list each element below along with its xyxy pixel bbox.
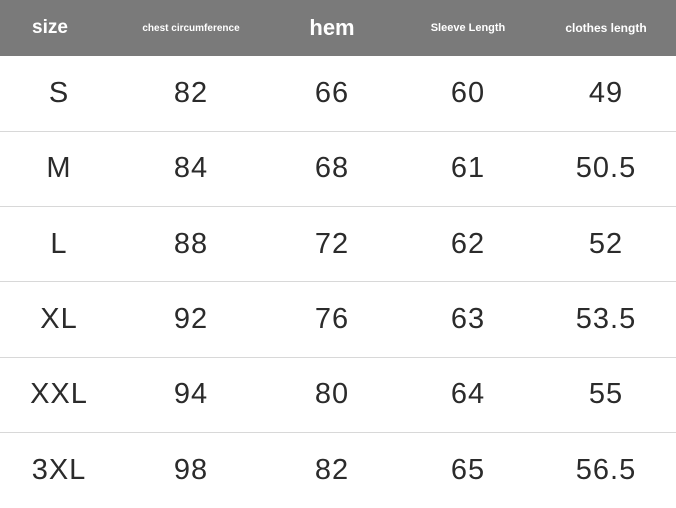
cell-size: M bbox=[46, 152, 72, 185]
cell-length: 56.5 bbox=[575, 454, 637, 487]
cell-length: 49 bbox=[588, 76, 624, 109]
column-header-hem: hem bbox=[309, 15, 355, 40]
column-header-length: clothes length bbox=[565, 21, 647, 35]
cell-chest: 84 bbox=[173, 152, 209, 185]
column-header-chest: chest circumference bbox=[142, 22, 240, 34]
cell-hem: 76 bbox=[314, 303, 350, 336]
cell-hem: 68 bbox=[314, 152, 350, 185]
cell-chest: 88 bbox=[173, 227, 209, 260]
cell-sleeve: 60 bbox=[450, 76, 486, 109]
cell-chest: 94 bbox=[173, 378, 209, 411]
cell-size: S bbox=[48, 76, 70, 109]
cell-hem: 82 bbox=[314, 454, 350, 487]
table-row bbox=[0, 282, 676, 357]
table-row bbox=[0, 357, 676, 432]
table-row bbox=[0, 207, 676, 282]
column-header-size: size bbox=[32, 17, 68, 38]
cell-length: 55 bbox=[588, 378, 624, 411]
cell-size: 3XL bbox=[31, 454, 87, 487]
cell-sleeve: 65 bbox=[450, 454, 486, 487]
cell-chest: 82 bbox=[173, 76, 209, 109]
table-header bbox=[0, 0, 676, 56]
cell-hem: 66 bbox=[314, 76, 350, 109]
cell-chest: 98 bbox=[173, 454, 209, 487]
table-body bbox=[0, 56, 676, 508]
cell-sleeve: 61 bbox=[450, 152, 486, 185]
cell-hem: 80 bbox=[314, 378, 350, 411]
cell-length: 52 bbox=[588, 227, 624, 260]
table-row bbox=[0, 131, 676, 206]
header-row bbox=[0, 0, 676, 56]
cell-chest: 92 bbox=[173, 303, 209, 336]
cell-sleeve: 63 bbox=[450, 303, 486, 336]
cell-sleeve: 62 bbox=[450, 227, 486, 260]
table-row bbox=[0, 56, 676, 131]
cell-length: 50.5 bbox=[575, 152, 637, 185]
cell-size: L bbox=[50, 227, 68, 260]
cell-size: XXL bbox=[30, 378, 88, 411]
column-header-sleeve: Sleeve Length bbox=[430, 22, 506, 34]
cell-sleeve: 64 bbox=[450, 378, 486, 411]
cell-length: 53.5 bbox=[575, 303, 637, 336]
cell-hem: 72 bbox=[314, 227, 350, 260]
cell-size: XL bbox=[40, 303, 78, 336]
table-row bbox=[0, 433, 676, 508]
